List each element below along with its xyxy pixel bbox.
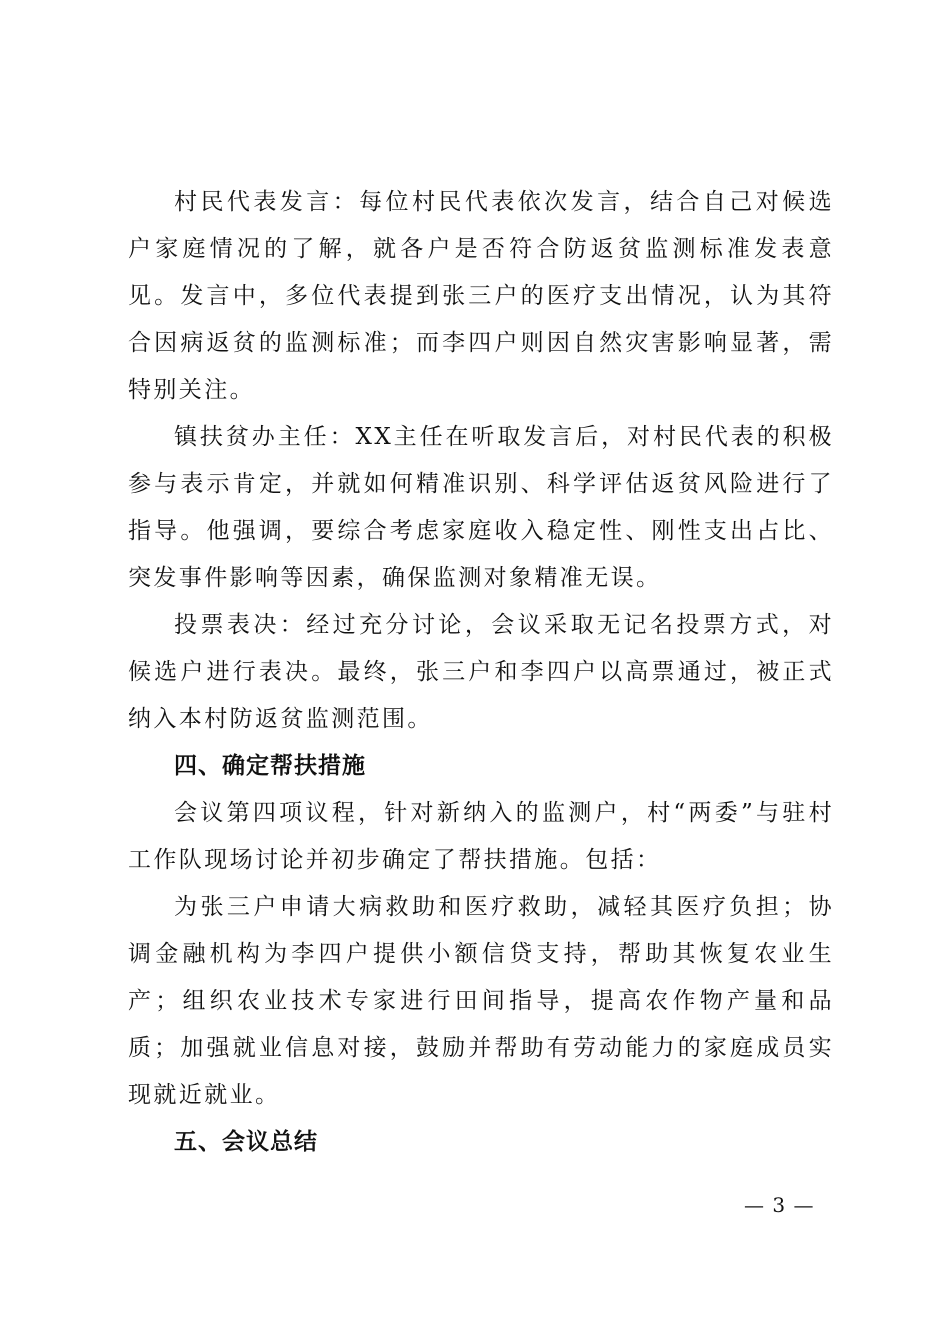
page-number: — 3 — (744, 1193, 815, 1217)
paragraph-agenda-item-four: 会议第四项议程，针对新纳入的监测户，村“两委”与驻村工作队现场讨论并初步确定了帮扶措施。包括： (128, 800, 834, 873)
paragraph-voting: 投票表决：经过充分讨论，会议采取无记名投票方式，对候选户进行表决。最终，张三户和李四户以高票通过，被正式纳入本村防返贫监测范围。 (128, 612, 834, 732)
document-body (128, 179, 834, 1166)
section-heading-meeting-summary: 五、会议总结 (174, 1129, 318, 1155)
paragraph-villager-representatives-speech: 村民代表发言：每位村民代表依次发言，结合自己对候选户家庭情况的了解，就各户是否符合防返贫监测标准发表意见。发言中，多位代表提到张三户的医疗支出情况，认为其符合因病返贫的监测标准；而李四户则因自然灾害影响显著，需特别关注。 (128, 189, 834, 403)
paragraph-town-poverty-office-director: 镇扶贫办主任：XX主任在听取发言后，对村民代表的积极参与表示肯定，并就如何精准识别、科学评估返贫风险进行了指导。他强调，要综合考虑家庭收入稳定性、刚性支出占比、突发事件影响等因素，确保监测对象精准无误。 (128, 424, 834, 591)
section-heading-assistance-measures: 四、确定帮扶措施 (174, 753, 366, 779)
paragraph-assistance-details: 为张三户申请大病救助和医疗救助，减轻其医疗负担；协调金融机构为李四户提供小额信贷支持，帮助其恢复农业生产；组织农业技术专家进行田间指导，提高农作物产量和品质；加强就业信息对接，鼓励并帮助有劳动能力的家庭成员实现就近就业。 (128, 894, 834, 1108)
